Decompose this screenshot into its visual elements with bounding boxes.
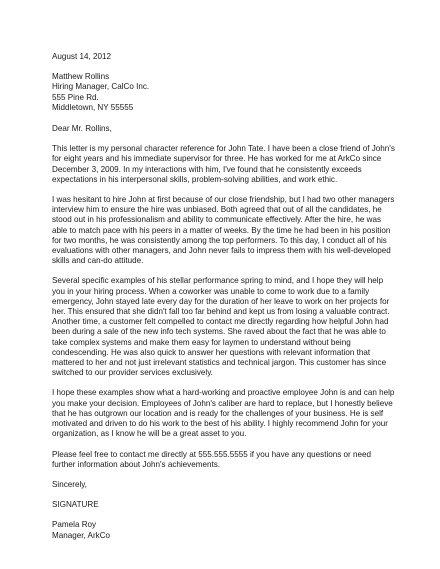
recipient-city: Middletown, NY 55555: [52, 102, 134, 112]
paragraph-5: [52, 450, 400, 470]
paragraph-line: take complex systems and make them easy for laymen to understand without being: [52, 337, 351, 347]
paragraph-line: organization, as I know he will be a great asset to you.: [52, 429, 247, 439]
paragraph-line: able to match pace with his peers in a matter of weeks. By the time he had been in his position: [52, 225, 391, 235]
paragraph-line: skills and can-do attitude.: [52, 256, 144, 266]
paragraph-line: that he has outgrown our location and is ready for the challenges of your business. He is self: [52, 408, 384, 418]
paragraph-line: This letter is my personal character reference for John Tate. I have been a close friend of John's: [52, 144, 395, 154]
paragraph-4: [52, 388, 400, 439]
paragraph-line: her. This ensured that she didn't fall too far behind and kept us from losing a valuable contract.: [52, 307, 390, 317]
closing: [52, 480, 400, 490]
paragraph-line: Please feel free to contact me directly at 555.555.5555 if you have any questions or need: [52, 449, 372, 459]
salutation: [52, 124, 400, 134]
paragraph-line: been during a sale of the new info tech systems. She raved about the fact that he was able to: [52, 327, 386, 337]
paragraph-1: [52, 144, 400, 185]
paragraph-line: Another time, a customer felt compelled to contact me directly regarding how helpful John had: [52, 317, 389, 327]
paragraph-line: mattered to her and not just irrelevant statistics and technical jargon. This customer has since: [52, 358, 387, 368]
recipient-address: [52, 72, 400, 113]
sender-block: [52, 520, 400, 540]
recipient-title: Hiring Manager, CalCo Inc.: [52, 82, 150, 92]
sender-name: Pamela Roy: [52, 520, 97, 530]
paragraph-line: for two months, he was consistently among the top performers. To this day, I conduct all of his: [52, 235, 387, 245]
closing-text: Sincerely,: [52, 479, 87, 489]
paragraph-line: December 3, 2009. In my interactions with him, I've found that he consistently exceeds: [52, 164, 362, 174]
signature: [52, 500, 400, 510]
paragraph-line: expectations in his interpersonal skills, problem-solving abilities, and work ethic.: [52, 174, 338, 184]
paragraph-line: Several specific examples of his stellar performance spring to mind, and I hope they will help: [52, 276, 384, 286]
paragraph-2: [52, 195, 400, 266]
paragraph-line: interview him to ensure the hire was unbiased. Both agreed that out of all the candidates, he: [52, 205, 382, 215]
salutation-text: Dear Mr. Rollins,: [52, 124, 112, 134]
date-text: August 14, 2012: [52, 52, 111, 61]
paragraph-line: I hope these examples show what a hard-working and proactive employee John is and can help: [52, 388, 395, 398]
paragraph-line: you make your decision. Employees of John's caliber are hard to replace, but I honestly believe: [52, 398, 393, 408]
paragraph-line: emergency, John stayed late every day for the duration of her leave to work on her projects for: [52, 296, 390, 306]
paragraph-line: further information about John's achievements.: [52, 459, 221, 469]
paragraph-3: [52, 276, 400, 378]
paragraph-line: switched to our provider services exclusively.: [52, 368, 213, 378]
paragraph-line: I was hesitant to hire John at first because of our close friendship, but I had two other managers: [52, 195, 395, 205]
recipient-street: 555 Pine Rd.: [52, 92, 99, 102]
paragraph-line: for eight years and his immediate supervisor for three. He has worked for me at ArkCo since: [52, 154, 382, 164]
signature-text: SIGNATURE: [52, 500, 99, 510]
paragraph-line: condescending. He was also quick to answer her questions with relevant information that: [52, 347, 371, 357]
letter-date: [52, 52, 400, 62]
recipient-name: Matthew Rollins: [52, 72, 110, 82]
paragraph-line: stood out in his professionalism and ability to communicate effectively. After the hire, he was: [52, 215, 382, 225]
paragraph-line: evaluations with other managers, and John never fails to impress them with his well-developed: [52, 246, 391, 256]
sender-title: Manager, ArkCo: [52, 530, 111, 540]
paragraph-line: you in your hiring process. When a coworker was unable to come to work due to a family: [52, 286, 370, 296]
paragraph-line: motivated and driven to do his work to the best of his ability. I highly recommend John for your: [52, 419, 388, 429]
